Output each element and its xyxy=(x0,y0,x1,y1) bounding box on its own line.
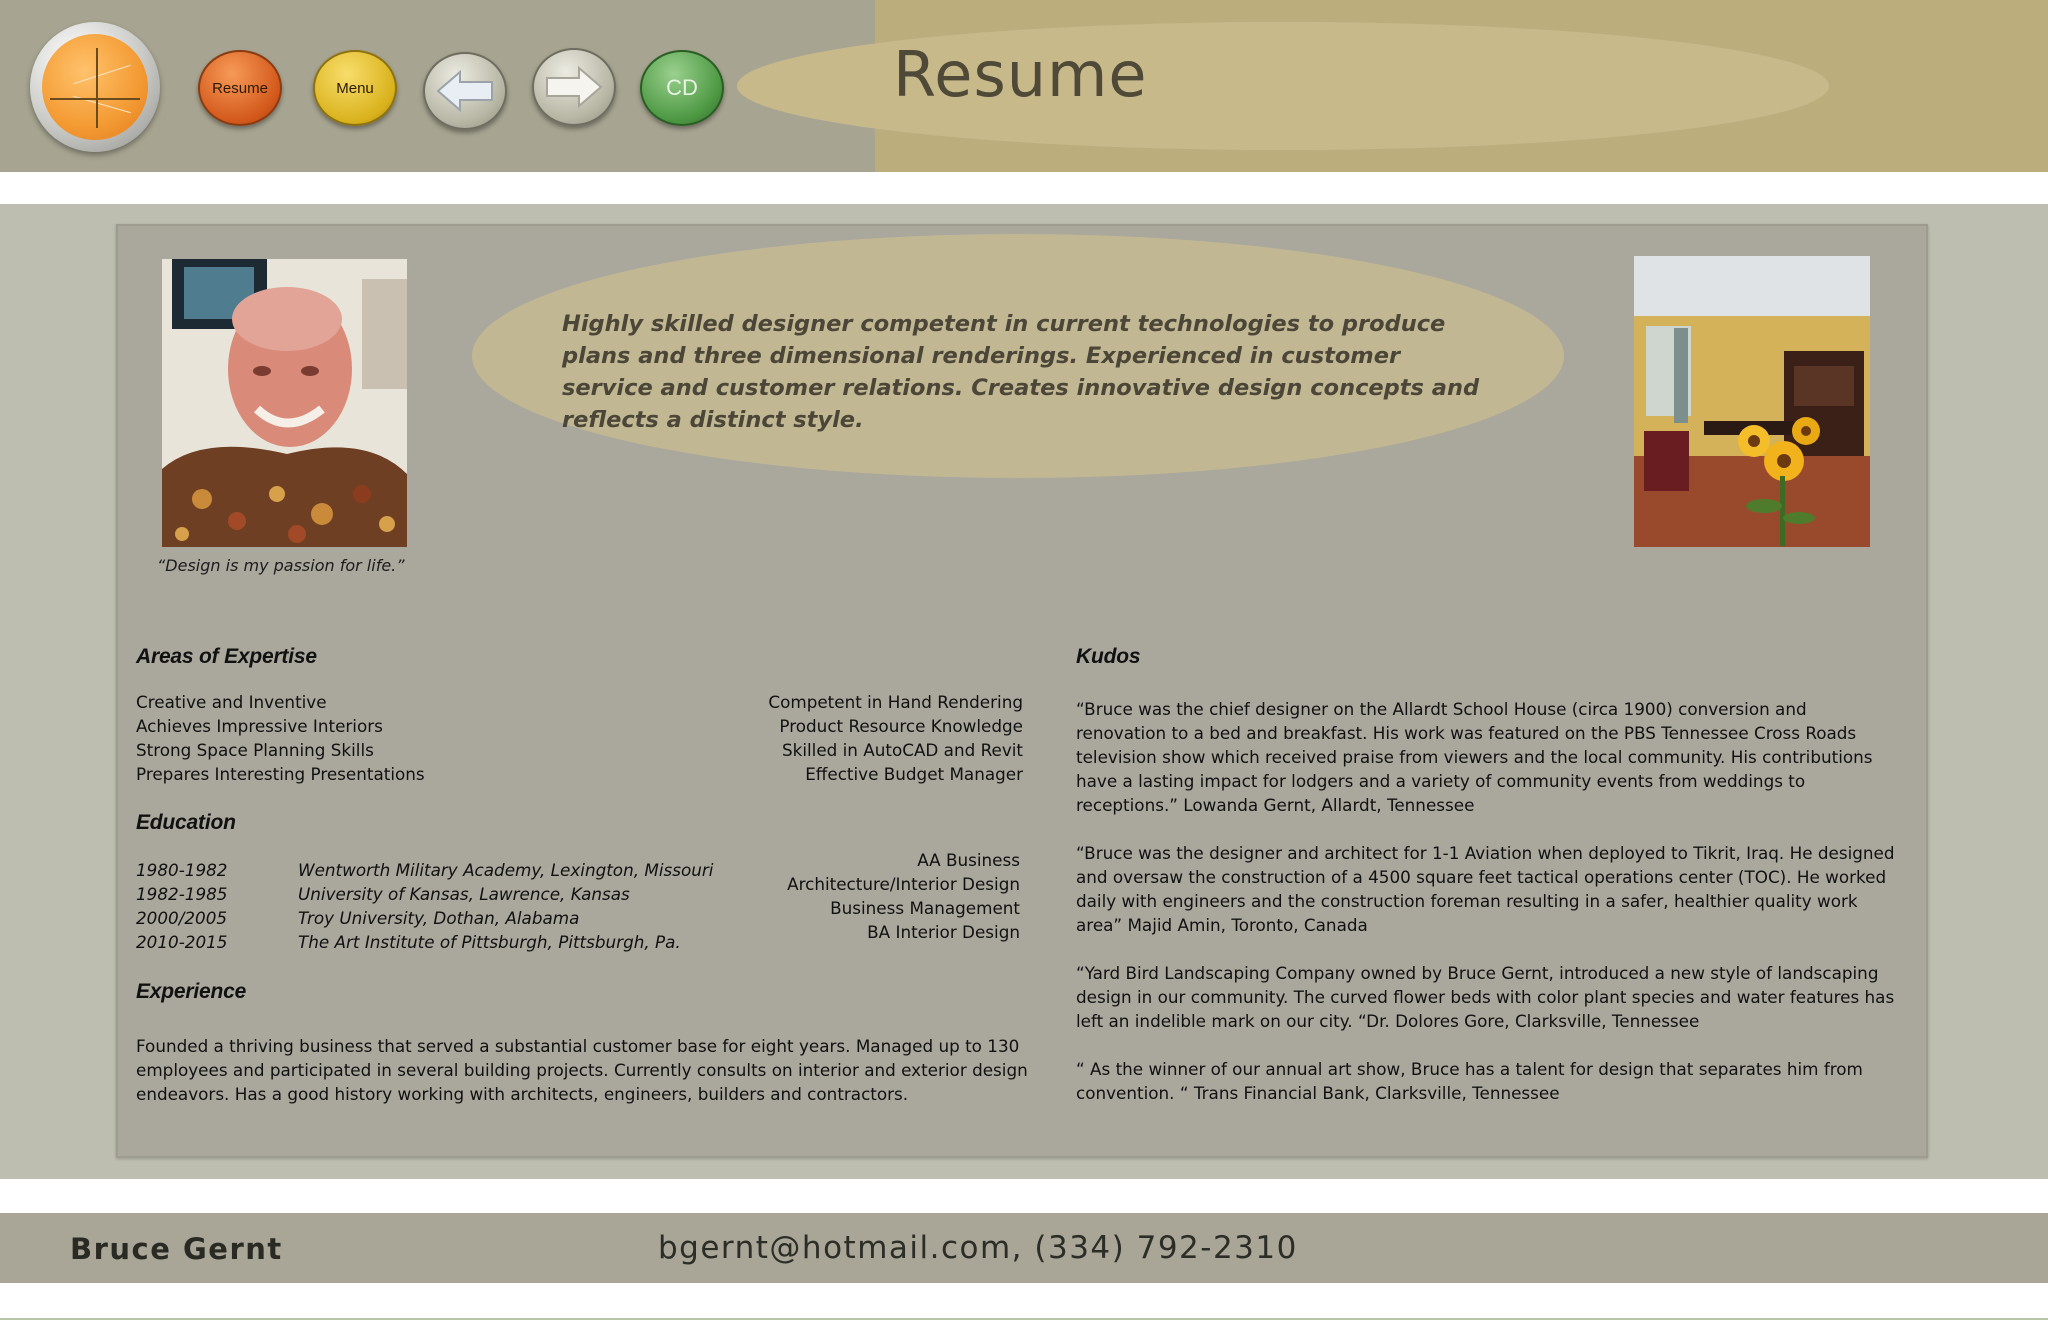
forward-button[interactable] xyxy=(532,48,616,126)
list-item: Prepares Interesting Presentations xyxy=(136,764,425,784)
education-school: University of Kansas, Lawrence, Kansas xyxy=(298,884,630,904)
resume-button-label: Resume xyxy=(212,79,268,97)
footer-name: Bruce Gernt xyxy=(70,1232,283,1266)
education-years: 1982-1985 xyxy=(136,884,228,904)
education-school: The Art Institute of Pittsburgh, Pittsburgh, Pa. xyxy=(298,932,681,952)
back-button[interactable] xyxy=(423,52,507,130)
list-item: Achieves Impressive Interiors xyxy=(136,716,383,736)
degree-list xyxy=(700,848,1020,944)
degree-item: Architecture/Interior Design xyxy=(787,874,1020,894)
list-item: Effective Budget Manager xyxy=(805,764,1023,784)
education-years: 2010-2015 xyxy=(136,932,228,952)
arrow-left-icon xyxy=(436,70,494,112)
kudos-item: “Yard Bird Landscaping Company owned by Bruce Gernt, introduced a new style of landscaping design in our community. The curved flower beds with color plant species and water features has left an indelible mark on our city. “Dr. Dolores Gore, Clarksville, Tennessee xyxy=(1076,963,1895,1031)
logo[interactable] xyxy=(30,22,160,152)
page-title: Resume xyxy=(893,38,1148,111)
kudos-item: “Bruce was the designer and architect for 1-1 Aviation when deployed to Tikrit, Iraq. He designed and oversaw the construction of a 4500 square feet tactical operations center (TOC). He worked daily with engineers and the construction foreman resulting in a safer, healthier quality work area” Majid Amin, Toronto, Canada xyxy=(1076,843,1895,935)
education-school: Wentworth Military Academy, Lexington, Missouri xyxy=(298,860,714,880)
resume-button[interactable] xyxy=(198,50,282,126)
kudos-heading: Kudos xyxy=(1076,645,1141,668)
education-years: 2000/2005 xyxy=(136,908,228,928)
list-item: Competent in Hand Rendering xyxy=(768,692,1023,712)
degree-item: AA Business xyxy=(917,850,1020,870)
kudos-item: “ As the winner of our annual art show, Bruce has a talent for design that separates him from convention. “ Trans Financial Bank, Clarksville, Tennessee xyxy=(1076,1059,1863,1103)
logo-emblem-icon xyxy=(42,34,148,140)
experience-heading: Experience xyxy=(136,980,247,1003)
interior-photo xyxy=(1634,256,1870,547)
footer-contact[interactable]: bgernt@hotmail.com, (334) 792-2310 xyxy=(658,1230,1298,1266)
degree-item: BA Interior Design xyxy=(867,922,1020,942)
menu-button[interactable] xyxy=(313,50,397,126)
cd-button[interactable] xyxy=(640,50,724,126)
list-item: Creative and Inventive xyxy=(136,692,327,712)
portrait-photo xyxy=(162,259,407,547)
experience-text: Founded a thriving business that served a substantial customer base for eight years. Managed up to 130 employees and participated in several building projects. Currently consults on interior and exterior design endeavors. Has a good history working with architects, engineers, builders and contractors. xyxy=(136,1036,1028,1104)
list-item: Strong Space Planning Skills xyxy=(136,740,374,760)
education-school: Troy University, Dothan, Alabama xyxy=(298,908,580,928)
expertise-list-left xyxy=(136,690,536,786)
list-item: Product Resource Knowledge xyxy=(779,716,1023,736)
kudos-item: “Bruce was the chief designer on the Allardt School House (circa 1900) conversion and renovation to a bed and breakfast. His work was featured on the PBS Tennessee Cross Roads television show which received praise from viewers and the local community. His contributions have a lasting impact for lodgers and a variety of community events from weddings to receptions.” Lowanda Gernt, Allardt, Tennessee xyxy=(1076,699,1873,815)
education-heading: Education xyxy=(136,811,236,834)
summary-text: Highly skilled designer competent in current technologies to produce plans and three dimensional renderings. Experienced in customer service and customer relations. Creates innovative design concepts and reflects a distinct style. xyxy=(562,311,1480,433)
footer-divider xyxy=(0,1318,2048,1320)
personal-quote: “Design is my passion for life.” xyxy=(157,556,405,575)
education-years: 1980-1982 xyxy=(136,860,228,880)
list-item: Skilled in AutoCAD and Revit xyxy=(781,740,1023,760)
arrow-right-icon xyxy=(545,66,603,108)
cd-button-label: CD xyxy=(666,75,698,100)
degree-item: Business Management xyxy=(830,898,1020,918)
expertise-heading: Areas of Expertise xyxy=(136,645,317,668)
menu-button-label: Menu xyxy=(336,79,374,97)
expertise-list-right xyxy=(640,690,1023,786)
